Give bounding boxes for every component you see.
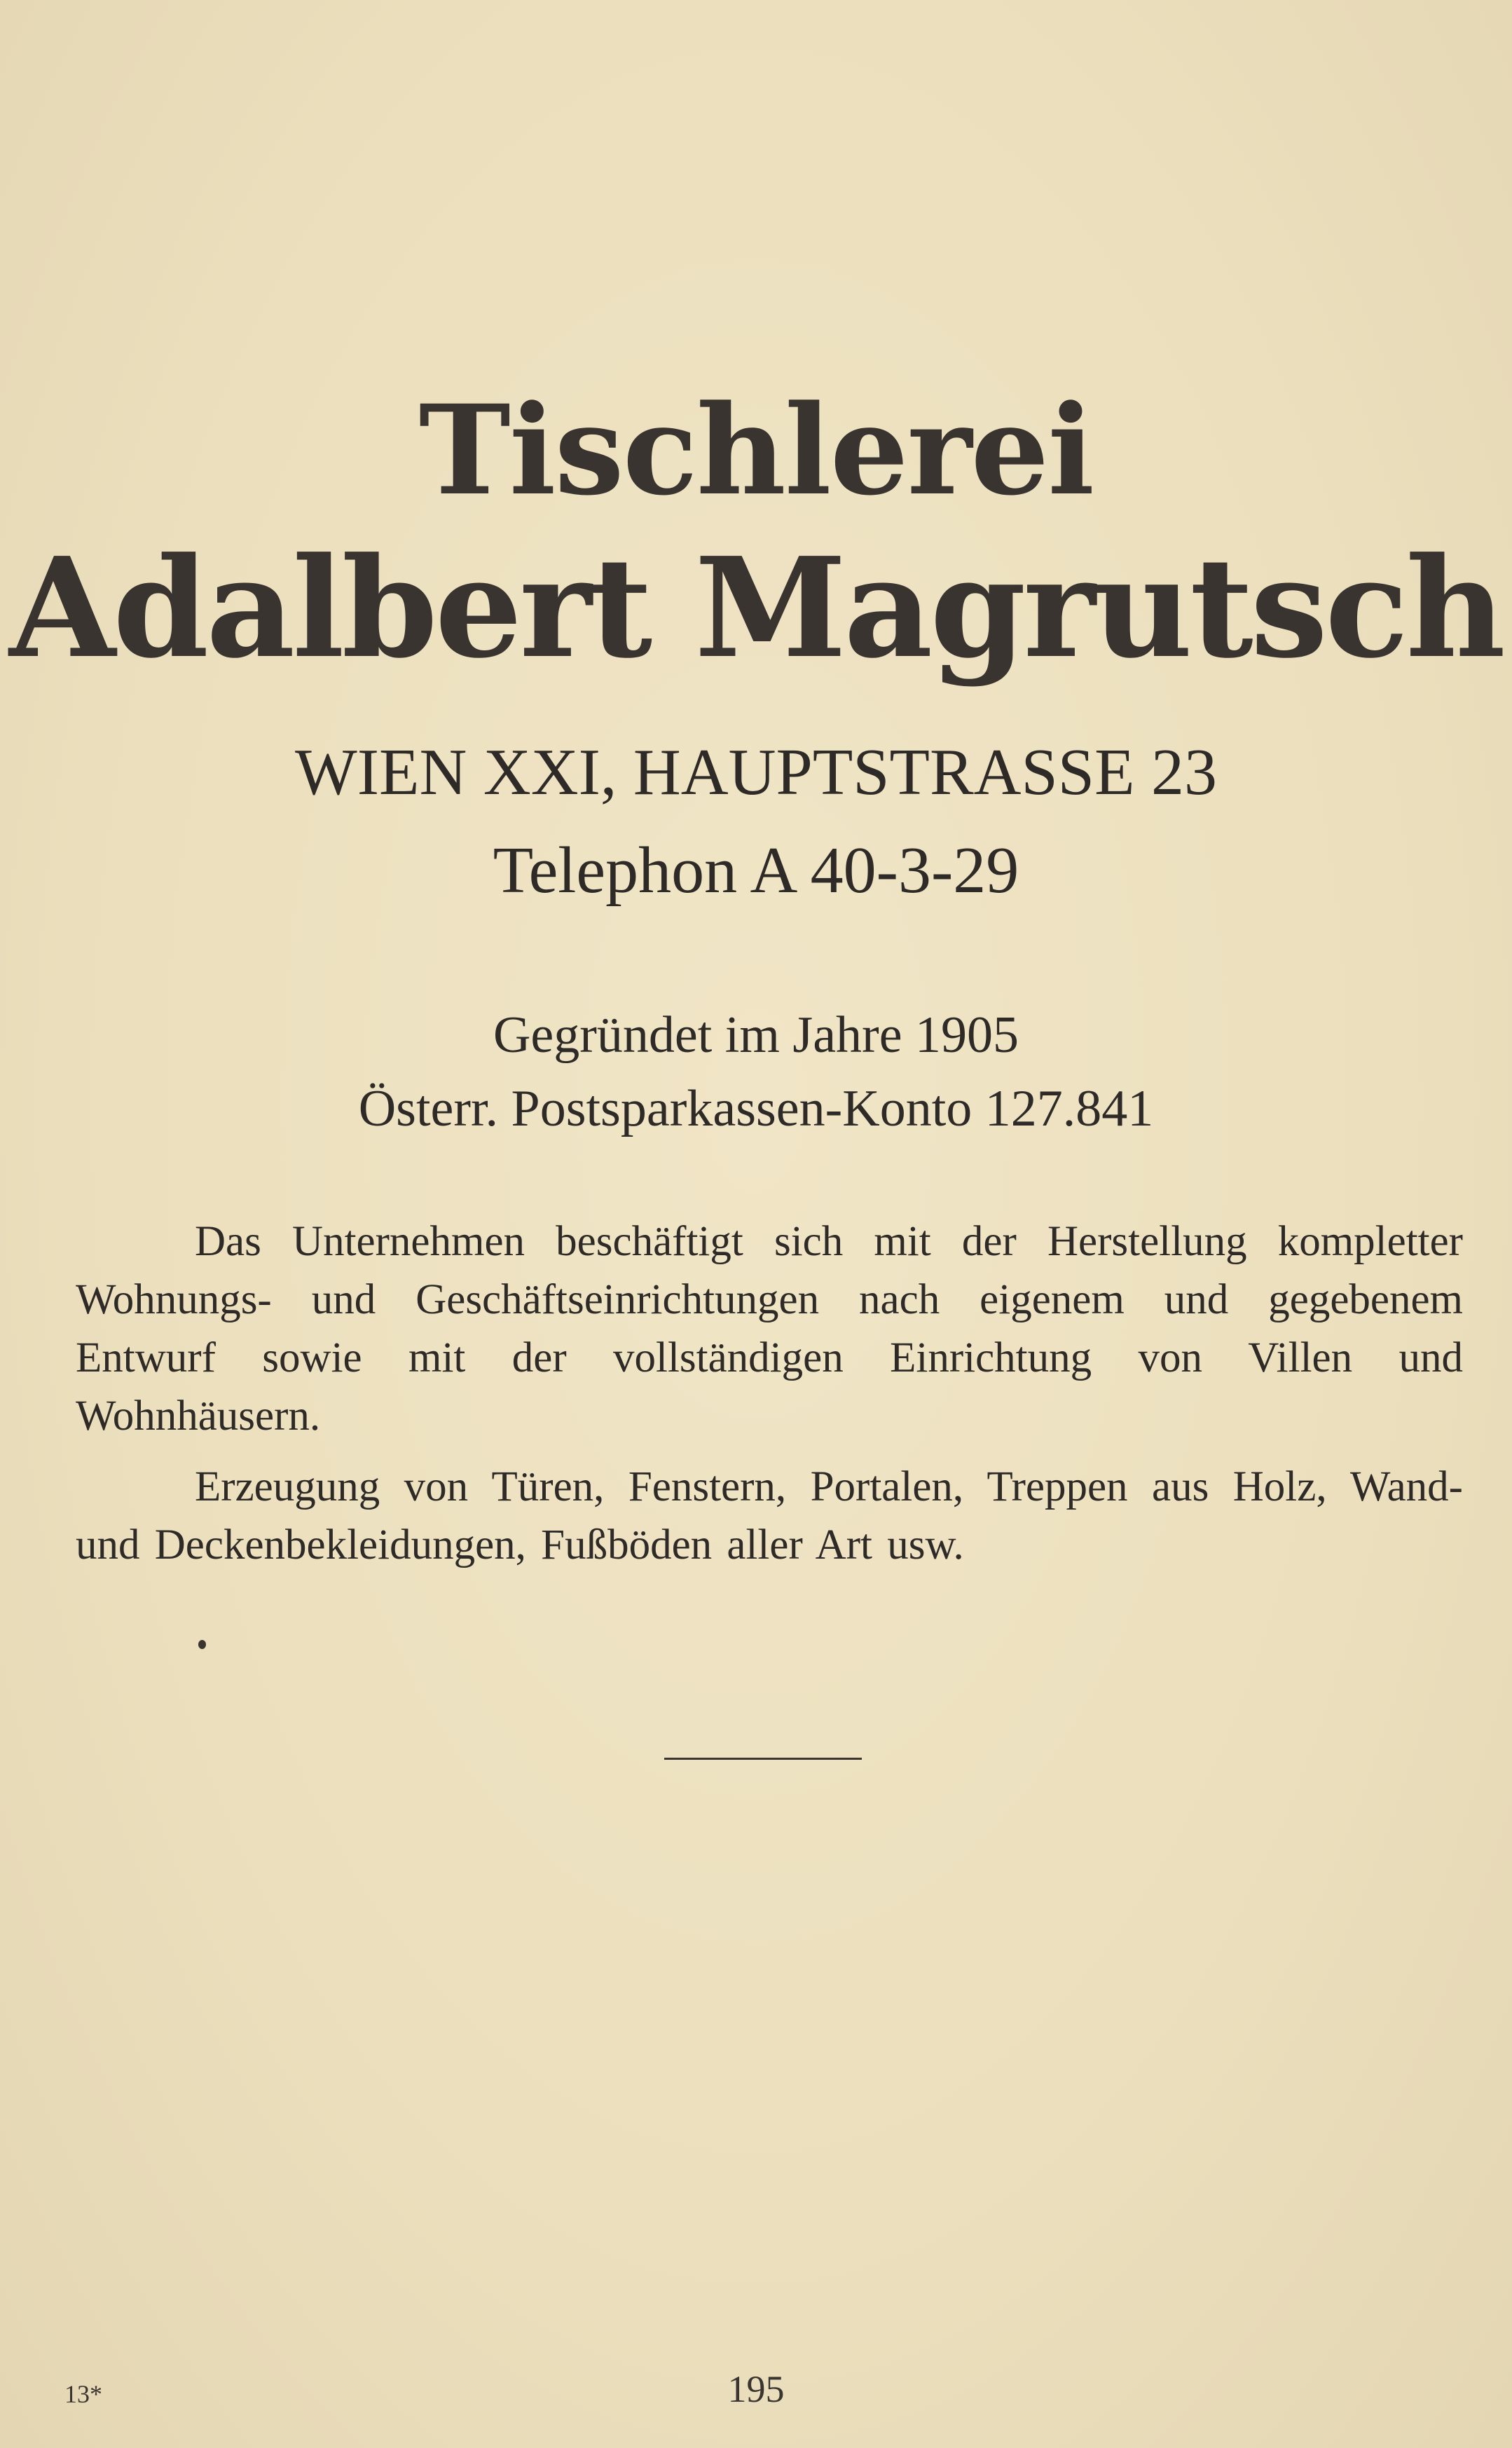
products-paragraph: Erzeugung von Türen, Fenstern, Portalen, Treppen aus Holz, Wand- und Deckenbekleidungen, Fußböden aller Art usw. xyxy=(76,1463,1463,1568)
page-number: 195 xyxy=(727,2368,785,2410)
founded-year: Gegründet im Jahre 1905 xyxy=(493,1006,1019,1064)
postal-account: Österr. Postsparkassen-Konto 127.841 xyxy=(358,1080,1154,1137)
business-phone: Telephon A 40-3-29 xyxy=(493,834,1019,907)
sheet-signature: 13* xyxy=(64,2380,102,2408)
business-address: WIEN XXI, HAUPTSTRASSE 23 xyxy=(295,736,1217,809)
business-type-heading: Tischlerei xyxy=(418,378,1094,523)
section-divider xyxy=(664,1758,862,1760)
business-name-heading: Adalbert Magrutsch xyxy=(9,528,1503,689)
description-paragraph: Das Unternehmen beschäftigt sich mit der Herstellung kompletter Wohnungs- und Geschäftseinrichtungen nach eigenem und gegebenem Entwurf sowie mit der vollständigen Einrichtung von Villen und Wohnhäusern. xyxy=(76,1218,1463,1440)
ink-dot xyxy=(198,1640,206,1649)
